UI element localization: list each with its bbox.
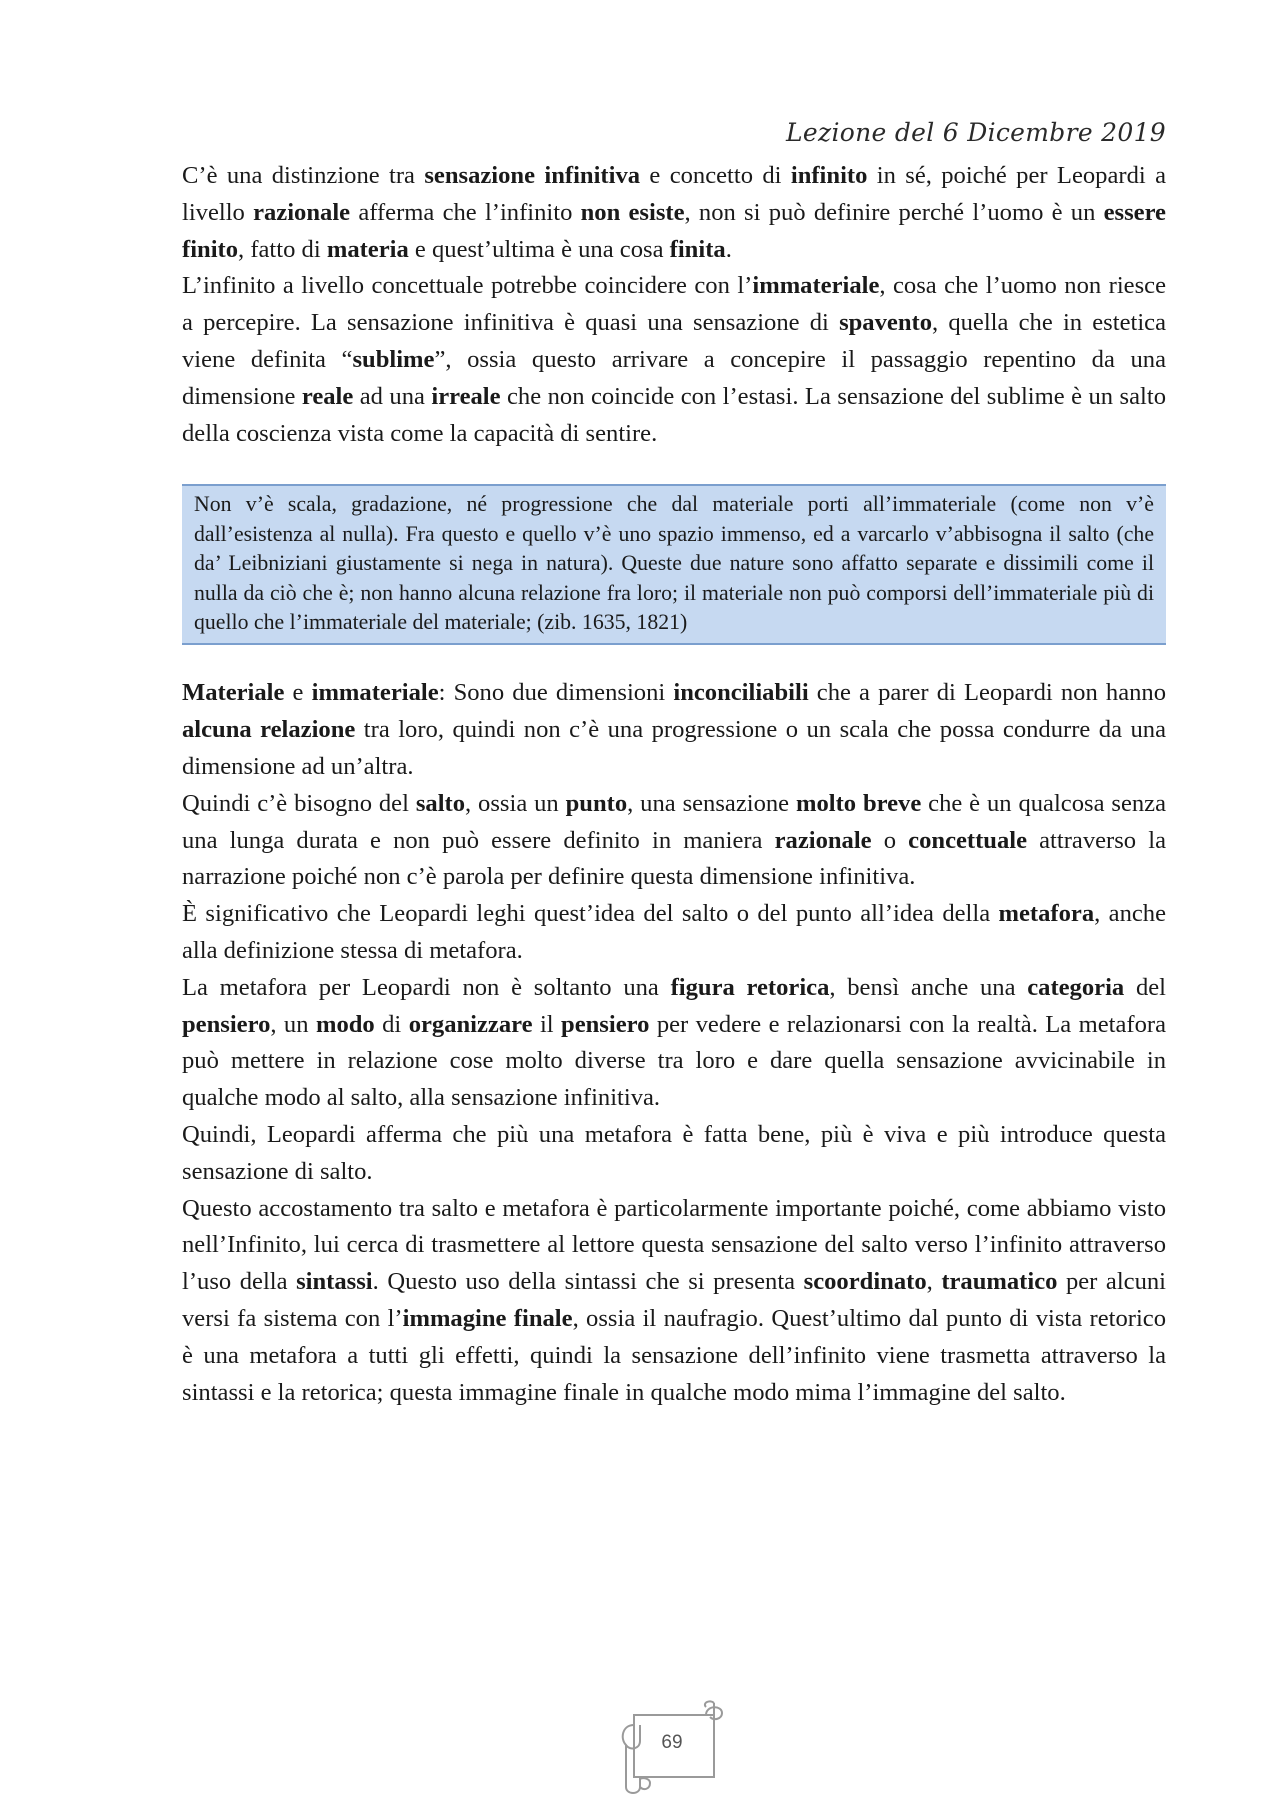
text-run: È significativo che Leopardi leghi quest’idea del salto o del punto all’idea della [182,900,999,928]
bold-term: concettuale [908,826,1027,854]
text-run: che è un qualcosa senza una lunga durata e non può essere definito in maniera [182,789,1167,854]
text-run: . [725,235,732,263]
text-run: che a parer di Leopardi non hanno [808,679,1167,707]
text-run: afferma che l’infinito [350,198,581,226]
paragraph [182,1117,1166,1191]
bold-term: irreale [431,382,501,410]
text-run: , non si può definire perché l’uomo è un [684,198,1104,226]
text-run: ”, ossia questo arrivare a concepire il passaggio repentino da una dimensione [182,345,1166,410]
bold-term: materia [326,235,409,263]
bold-term: essere finito [182,198,1166,263]
quote-box [182,484,1166,645]
bold-term: salto [415,789,466,817]
text-run: . Questo uso della sintassi che si presenta [372,1268,804,1296]
bold-term: scoordinato [803,1268,927,1296]
text-run: , ossia un [465,789,566,817]
text-run: in sé, poiché per Leopardi a livello [182,162,1166,226]
quote-text: Non v’è scala, gradazione, né progressione che dal materiale porti all’immateriale (come non v’è dall’esistenza al nulla). Fra questo e quello v’è uno spazio immenso, ed a varcarlo v’abbisogna il salto (che da’ Leibniziani giustamente si nega in natura). Queste due nature sono affatto separate e dissimili come il nulla da ciò che è; non hanno alcuna relazione fra loro; il materiale non può comporsi dell’immateriale più di quello che l’immateriale del materiale; (zib. 1635, 1821) [194,492,1154,634]
text-run: C’è una distinzione tra [182,162,425,189]
bold-term: inconciliabili [673,679,809,707]
text-run: , ossia il naufragio. Quest’ultimo dal punto di vista retorico è una metafora a tutti gli effetti, quindi la sensazione dell’infinito viene trasmetta attraverso la sintassi e la retorica; questa immagine finale in qualche modo mima l’immagine del salto. [182,1304,1167,1406]
bold-term: alcuna relazione [182,716,356,744]
text-run: , una sensazione [627,789,796,817]
bold-term: punto [565,789,628,817]
bold-term: razionale [253,198,351,226]
bold-term: non esiste [580,198,685,226]
bold-term: molto breve [796,789,922,817]
paragraph [182,970,1166,1117]
text-run: Quindi, Leopardi afferma che più una metafora è fatta bene, più è viva e più introduce questa sensazione di salto. [182,1120,1166,1185]
text-run: , bensì anche una [829,973,1028,1001]
text-run: che non coincide con l’estasi. La sensazione del sublime è un salto della coscienza vista come la capacità di sentire. [182,382,1166,447]
page-body [182,158,1166,1411]
text-run: , anche alla definizione stessa di metafora. [182,900,1167,964]
paragraph [182,896,1166,970]
text-run: , quella che in estetica viene definita “ [182,309,1166,373]
bold-term: immateriale [311,679,439,707]
text-run: o [871,826,909,854]
bold-term: sintassi [296,1268,373,1296]
paragraph [182,675,1166,785]
text-run: del [1124,973,1166,1001]
paragraph [182,158,1166,268]
bold-term: pensiero [182,1010,271,1038]
page-number-scroll [610,1695,730,1799]
bold-term: sublime [352,345,435,373]
bold-term: Materiale [182,679,285,707]
page-header-title: Lezione del 6 Dicembre 2019 [785,118,1166,147]
text-run: L’infinito a livello concettuale potrebbe coincidere con l’ [182,272,753,300]
text-run: Quindi c’è bisogno del [182,789,416,817]
text-run: tra loro, quindi non c’è una progressione o un scala che possa condurre da una dimensione ad un’altra. [182,716,1166,780]
text-run: e [284,679,312,707]
text-run: : Sono due dimensioni [438,679,674,707]
bold-term: traumatico [941,1268,1058,1296]
body-text-bottom [182,675,1166,1411]
text-run: La metafora per Leopardi non è soltanto una [182,973,671,1001]
paragraph [182,268,1166,452]
text-run: di [374,1010,409,1038]
bold-term: immagine finale [402,1304,573,1332]
text-run: , un [270,1010,316,1038]
bold-term: reale [301,382,354,410]
text-run: per alcuni versi fa sistema con l’ [182,1268,1167,1332]
text-run: , fatto di [238,235,327,263]
text-run: e concetto di [640,162,791,189]
bold-term: immateriale [752,272,880,300]
text-run: attraverso la narrazione poiché non c’è parola per definire questa dimensione infinitiva. [182,826,1166,891]
bold-term: infinito [790,162,868,189]
bold-term: categoria [1027,973,1125,1001]
bold-term: pensiero [561,1010,650,1038]
bold-term: organizzare [408,1010,533,1038]
paragraph [182,1191,1166,1412]
text-run: ad una [353,382,432,410]
paragraph [182,786,1166,896]
bold-term: figura retorica [670,973,830,1001]
bold-term: modo [315,1010,375,1038]
bold-term: sensazione infinitiva [424,162,641,189]
page-number: 69 [661,1732,683,1753]
bold-term: metafora [998,900,1095,928]
text-run: , cosa che l’uomo non riesce a percepire. La sensazione infinitiva è quasi una sensazione di [182,272,1166,337]
bold-term: spavento [839,309,932,337]
text-run: , [926,1268,942,1296]
text-run: il [532,1010,562,1038]
bold-term: razionale [774,826,872,854]
text-run: Questo accostamento tra salto e metafora è particolarmente importante poiché, come abbiamo visto nell’Infinito, lui cerca di trasmettere al lettore questa sensazione del salto verso l’infinito attraverso l’uso della [182,1194,1166,1296]
body-text-top [182,158,1166,452]
text-run: e quest’ultima è una cosa [408,235,670,263]
text-run: per vedere e relazionarsi con la realtà. La metafora può mettere in relazione cose molto diverse tra loro e dare quella sensazione avvicinabile in qualche modo al salto, alla sensazione infinitiva. [182,1010,1167,1112]
bold-term: finita [669,235,726,263]
